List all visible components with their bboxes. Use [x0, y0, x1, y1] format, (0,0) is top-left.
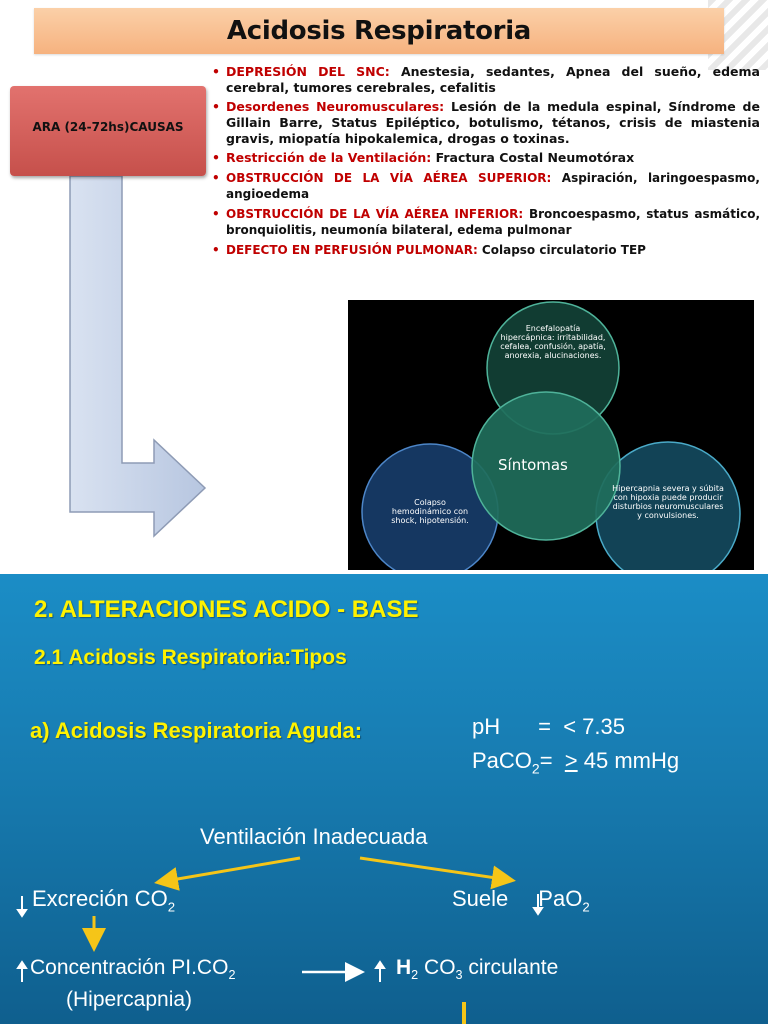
paco2-label: PaCO: [472, 748, 532, 773]
cause-item: [212, 206, 760, 238]
cause-head: DEFECTO EN PERFUSIÓN PULMONAR:: [226, 243, 478, 257]
symptom-right-text: Hipercapnia severa y súbita con hipoxia puede producir disturbios neuromusculares y convulsiones.: [612, 484, 724, 520]
cause-item: [212, 150, 760, 166]
h2co3-label: [376, 956, 558, 982]
section-title: 2. ALTERACIONES ACIDO - BASE: [34, 596, 419, 623]
hipercapnia-label: (Hipercapnia): [66, 988, 193, 1011]
ph-value: = < 7.35: [538, 714, 625, 739]
arrow-to-suele: [360, 858, 510, 880]
cause-head: DEPRESIÓN DEL SNC:: [226, 64, 390, 79]
ge-symbol: >: [564, 748, 578, 773]
ph-label: pH: [472, 714, 501, 739]
cause-text: Colapso circulatorio TEP: [477, 243, 646, 257]
cause-head: OBSTRUCCIÓN DE LA VÍA AÉREA SUPERIOR:: [226, 171, 552, 185]
slide-title: Acidosis Respiratoria: [226, 16, 532, 46]
bullet-icon: •: [212, 64, 220, 79]
type-a-heading: a) Acidosis Respiratoria Aguda:: [30, 718, 363, 743]
cause-head: Desordenes Neuromusculares:: [226, 99, 445, 114]
suele-label: [452, 886, 590, 914]
cause-head: OBSTRUCCIÓN DE LA VÍA AÉREA INFERIOR:: [226, 207, 524, 221]
h2co3-sub2: 3: [455, 968, 463, 983]
ventilacion-label: Ventilación Inadecuada: [200, 824, 428, 849]
symptoms-diagram: [348, 300, 754, 570]
causes-box: [10, 86, 206, 176]
excrecion-label: [16, 886, 175, 914]
pao2-sub: 2: [582, 899, 590, 915]
bullet-icon: •: [212, 207, 220, 221]
arrow-to-excrecion: [160, 858, 300, 882]
concentracion-text: Concentración PI.CO: [30, 956, 229, 979]
h2co3-co: CO: [418, 956, 456, 979]
bullet-icon: •: [212, 99, 220, 114]
paco2-sub: 2: [531, 760, 540, 777]
causes-box-label: ARA (24-72hs)CAUSAS: [32, 120, 184, 134]
cause-text: Aspiración, laringoespasmo, angioedema: [226, 171, 760, 201]
excrecion-text: Excreción CO: [32, 886, 168, 911]
slide-acid-base: [0, 574, 768, 1024]
concentracion-sub: 2: [228, 968, 236, 983]
symptom-top-text: Encefalopatía hipercápnica: irritabilidad, cefalea, confusión, apatía, anorexia, alucinaciones.: [500, 324, 606, 360]
concentracion-label: [16, 956, 235, 982]
causes-list: [212, 64, 760, 261]
suele-text: Suele: [452, 886, 509, 911]
cause-item: [212, 64, 760, 96]
cause-text: Fractura Costal Neumotórax: [431, 150, 635, 165]
cause-item: [212, 242, 760, 258]
bullet-icon: •: [212, 150, 220, 165]
cause-text: Broncoespasmo, status asmático, bronquiolitis, neumonía bilateral, edema pulmonar: [226, 207, 760, 237]
bullet-icon: •: [212, 243, 220, 257]
cause-item: [212, 170, 760, 202]
h2co3-rest: circulante: [462, 956, 559, 979]
paco2-eq: =: [539, 748, 565, 773]
cause-text: Lesión de la medula espinal, Síndrome de Gillain Barre, Status Epiléptico, botulismo, tétanos, crisis de miastenia gravis, miopatía hipokalemica, drogas o toxinas.: [226, 99, 760, 146]
bullet-icon: •: [212, 171, 220, 185]
symptom-left-text: Colapso hemodinámico con shock, hipotensión.: [391, 498, 469, 525]
cause-item: [212, 99, 760, 147]
h2co3-h: H: [396, 956, 412, 979]
cause-text: Anestesia, sedantes, Apnea del sueño, edema cerebral, tumores cerebrales, cefalitis: [226, 64, 760, 95]
symptoms-center-label: Síntomas: [498, 456, 568, 474]
pao2-text: PaO: [538, 886, 583, 911]
section-subtitle: 2.1 Acidosis Respiratoria:Tipos: [34, 646, 347, 669]
excrecion-sub: 2: [167, 899, 176, 915]
paco2-value: 45 mmHg: [577, 748, 680, 773]
h2co3-sub1: 2: [411, 968, 419, 983]
cause-head: Restricción de la Ventilación:: [226, 150, 432, 165]
